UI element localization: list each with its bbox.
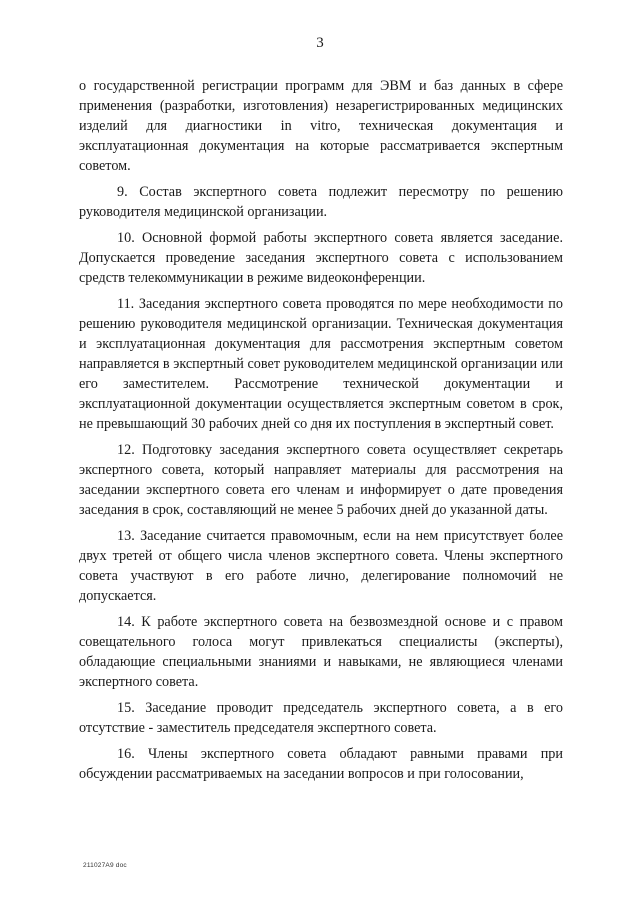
paragraph-item-9: 9. Состав экспертного совета подлежит пересмотру по решению руководителя медицинской организации. xyxy=(79,184,563,220)
paragraph-item-13: 13. Заседание считается правомочным, если на нем присутствует более двух третей от общего числа членов экспертного совета. Члены экспертного совета участвуют в его работе лично, делегирование полномочий не допускается. xyxy=(79,528,563,604)
paragraph-item-14: 14. К работе экспертного совета на безвозмездной основе и с правом совещательного голоса могут привлекаться специалисты (эксперты), обладающие специальными знаниями и навыками, не являющиеся членами экспертного совета. xyxy=(79,614,563,690)
paragraph-item-15: 15. Заседание проводит председатель экспертного совета, а в его отсутствие - заместитель председателя экспертного совета. xyxy=(79,700,563,736)
paragraph-item-16: 16. Члены экспертного совета обладают равными правами при обсуждении рассматриваемых на заседании вопросов и при голосовании, xyxy=(79,746,563,782)
paragraph-item-11: 11. Заседания экспертного совета проводятся по мере необходимости по решению руководителя медицинской организации. Техническая документация и эксплуатационная документация для рассмотрения экспертным советом направляется в экспертный совет руководителем медицинской организации или его заместителем. Рассмотрение технической документации и эксплуатационной документации осуществляется экспертным советом в срок, не превышающий 30 рабочих дней со дня их поступления в экспертный совет. xyxy=(79,296,563,432)
footer-document-code: 211027А9 doc xyxy=(83,862,127,869)
paragraph-item-12: 12. Подготовку заседания экспертного совета осуществляет секретарь экспертного совета, который направляет материалы для рассмотрения на заседании экспертного совета его членам и информирует о дате проведения заседания в срок, составляющий не менее 5 рабочих дней до указанной даты. xyxy=(79,442,563,518)
paragraph-continued: о государственной регистрации программ для ЭВМ и баз данных в сфере применения (разработки, изготовления) незарегистрированных медицинских изделий для диагностики in vitro, техническая документация и эксплуатационная документация на которые рассматривается экспертным советом. xyxy=(79,78,563,174)
page-number: 3 xyxy=(316,35,324,51)
paragraph-item-10: 10. Основной формой работы экспертного совета является заседание. Допускается проведение заседания экспертного совета с использованием средств телекоммуникации в режиме видеоконференции. xyxy=(79,230,563,286)
document-body xyxy=(79,76,563,784)
